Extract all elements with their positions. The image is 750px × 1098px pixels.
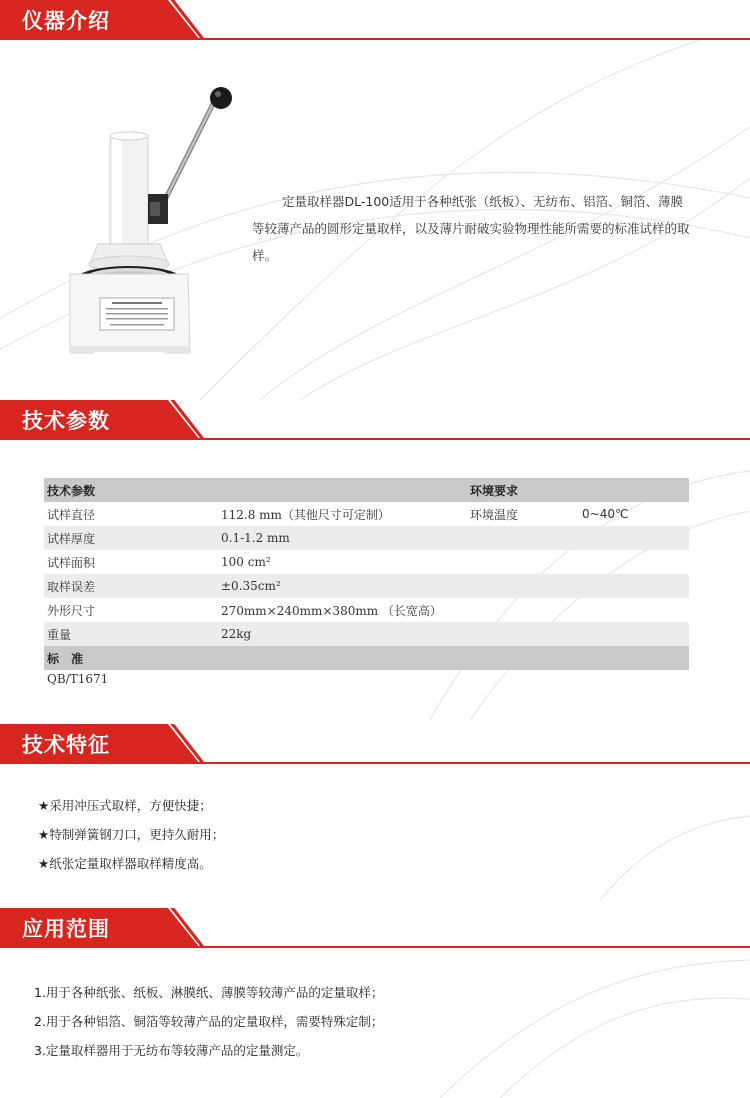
table-standard-row [44,646,689,670]
section-title-applications: 应用范围 [22,917,110,941]
list-item: ★采用冲压式取样，方便快捷； [38,798,212,813]
intro-description: 定量取样器DL-100适用于各种纸张（纸板）、无纺布、铝箔、铜箔、薄膜等较薄产品的圆形定量取样，以及薄片耐破实验物理性能所需要的标准试样的取样。 [252,194,690,263]
env-value [579,622,689,646]
table-row [44,502,689,526]
standard-label: 标 准 [44,646,218,670]
spec-name: 试样面积 [47,555,96,570]
section-title-features: 技术特征 [22,733,110,757]
env-value [579,598,689,622]
env-value [579,550,689,574]
table-row [44,622,689,646]
section-header-applications [0,908,750,950]
spec-value: 100 cm² [221,555,271,569]
header-rule [198,762,750,764]
table-row [44,550,689,574]
product-image-sampler [64,84,254,359]
list-item: 3.定量取样器用于无纺布等较薄产品的定量测定。 [34,1043,309,1058]
spec-value: 22kg [218,622,467,646]
list-item: 2.用于各种铝箔、铜箔等较薄产品的定量取样，需要特殊定制； [34,1014,384,1029]
list-item: ★特制弹簧钢刀口，更持久耐用； [38,827,225,842]
spec-value: 112.8 mm（其他尺寸可定制） [221,507,390,522]
features-list [38,791,224,878]
section-header-features [0,724,750,766]
env-name [467,598,579,622]
env-name [467,574,579,598]
table-row [44,574,689,598]
list-item: 1.用于各种纸张、纸板、淋膜纸、薄膜等较薄产品的定量取样； [34,985,384,1000]
specs-table [44,478,689,670]
spec-name: 试样厚度 [44,526,218,550]
section-header-specs [0,400,750,442]
table-row [44,598,689,622]
section-header-intro [0,0,750,42]
table-header-cell [579,478,689,502]
spec-name: 外形尺寸 [47,603,96,618]
table-cell-empty [579,646,689,670]
env-name [467,550,579,574]
section-title-specs: 技术参数 [22,409,110,433]
standard-value: QB/T1671 [47,672,109,686]
table-cell-empty [218,646,467,670]
spec-value: 270mm×240mm×380mm （长宽高） [221,603,442,618]
env-value [579,574,689,598]
table-header-row [44,478,689,502]
spec-name: 重量 [44,622,218,646]
section-title-intro: 仪器介绍 [22,9,110,33]
applications-list [34,978,383,1065]
env-value: 0~40℃ [582,507,629,521]
header-rule [198,438,750,440]
spec-name: 试样直径 [47,507,96,522]
table-cell-empty [467,646,579,670]
table-row [44,526,689,550]
list-item: ★纸张定量取样器取样精度高。 [38,856,212,871]
env-name: 环境温度 [470,507,519,522]
env-name [467,526,579,550]
spec-value: ±0.35cm² [218,574,467,598]
env-name [467,622,579,646]
table-header-cell: 环境要求 [467,478,579,502]
env-value [579,526,689,550]
header-rule [198,38,750,40]
table-header-cell: 技术参数 [44,478,218,502]
spec-name: 取样误差 [44,574,218,598]
header-rule [198,946,750,948]
table-header-cell [218,478,467,502]
spec-value: 0.1-1.2 mm [218,526,467,550]
